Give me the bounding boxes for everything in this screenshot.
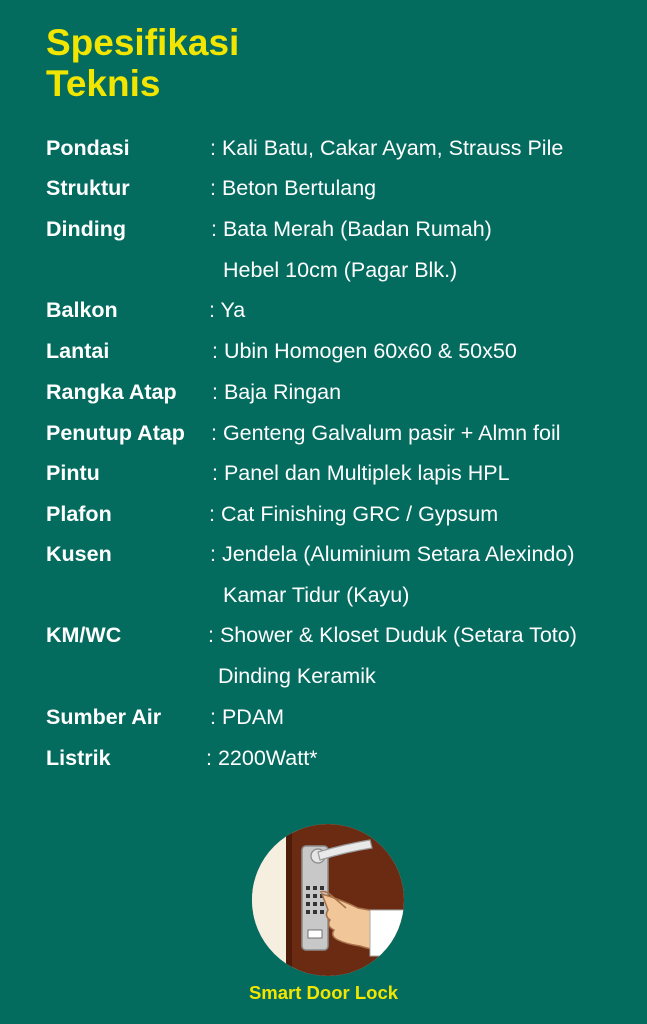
spec-value: : Panel dan Multiplek lapis HPL: [212, 461, 510, 485]
spec-label: Struktur: [46, 176, 130, 200]
spec-label: Kusen: [46, 542, 112, 566]
spec-value-continued: Hebel 10cm (Pagar Blk.): [223, 258, 458, 282]
spec-value: : Kali Batu, Cakar Ayam, Strauss Pile: [210, 136, 564, 160]
spec-value: : Baja Ringan: [212, 380, 342, 404]
spec-row-struktur: [46, 173, 636, 203]
spec-row-pintu: [46, 458, 636, 488]
spec-row-plafon: [46, 499, 636, 529]
spec-row-dinding: [46, 214, 636, 244]
spec-label: Penutup Atap: [46, 421, 185, 445]
spec-value-continued: Dinding Keramik: [218, 664, 376, 688]
spec-label: KM/WC: [46, 623, 122, 647]
spec-value-continued: Kamar Tidur (Kayu): [223, 583, 410, 607]
page-title: [46, 22, 239, 104]
spec-value: : PDAM: [210, 705, 285, 729]
smart-door-lock-icon: [250, 822, 406, 978]
spec-value: : Jendela (Aluminium Setara Alexindo): [210, 542, 575, 566]
spec-row-kmwc-cont: [46, 661, 636, 691]
spec-row-kusen: [46, 539, 636, 569]
spec-label: Lantai: [46, 339, 110, 363]
spec-row-penutup-atap: [46, 418, 636, 448]
spec-value: : Ubin Homogen 60x60 & 50x50: [212, 339, 517, 363]
spec-row-listrik: [46, 743, 636, 773]
spec-value: : Beton Bertulang: [210, 176, 377, 200]
spec-value: : Bata Merah (Badan Rumah): [211, 217, 492, 241]
spec-row-kmwc: [46, 620, 636, 650]
spec-row-rangka-atap: [46, 377, 636, 407]
spec-row-balkon: [46, 295, 636, 325]
spec-value: : Ya: [209, 298, 246, 322]
spec-label: Pondasi: [46, 136, 130, 160]
spec-label: Listrik: [46, 746, 111, 770]
spec-value: : Genteng Galvalum pasir + Almn foil: [211, 421, 561, 445]
spec-label: Sumber Air: [46, 705, 162, 729]
spec-label: Dinding: [46, 217, 127, 241]
spec-row-kusen-cont: [46, 580, 636, 610]
spec-label: Plafon: [46, 502, 112, 526]
title-line-1: Spesifikasi: [46, 22, 240, 63]
spec-row-lantai: [46, 336, 636, 366]
spec-value: : 2200Watt*: [206, 746, 318, 770]
spec-label: Pintu: [46, 461, 100, 485]
spec-row-dinding-cont: [46, 255, 636, 285]
spec-row-pondasi: [46, 133, 636, 163]
spec-label: Balkon: [46, 298, 118, 322]
spec-value: : Shower & Kloset Duduk (Setara Toto): [208, 623, 577, 647]
spec-label: Rangka Atap: [46, 380, 177, 404]
smart-door-lock-label: Smart Door Lock: [248, 982, 399, 1003]
spec-row-sumber-air: [46, 702, 636, 732]
spec-value: : Cat Finishing GRC / Gypsum: [209, 502, 499, 526]
title-line-2: Teknis: [46, 63, 161, 104]
